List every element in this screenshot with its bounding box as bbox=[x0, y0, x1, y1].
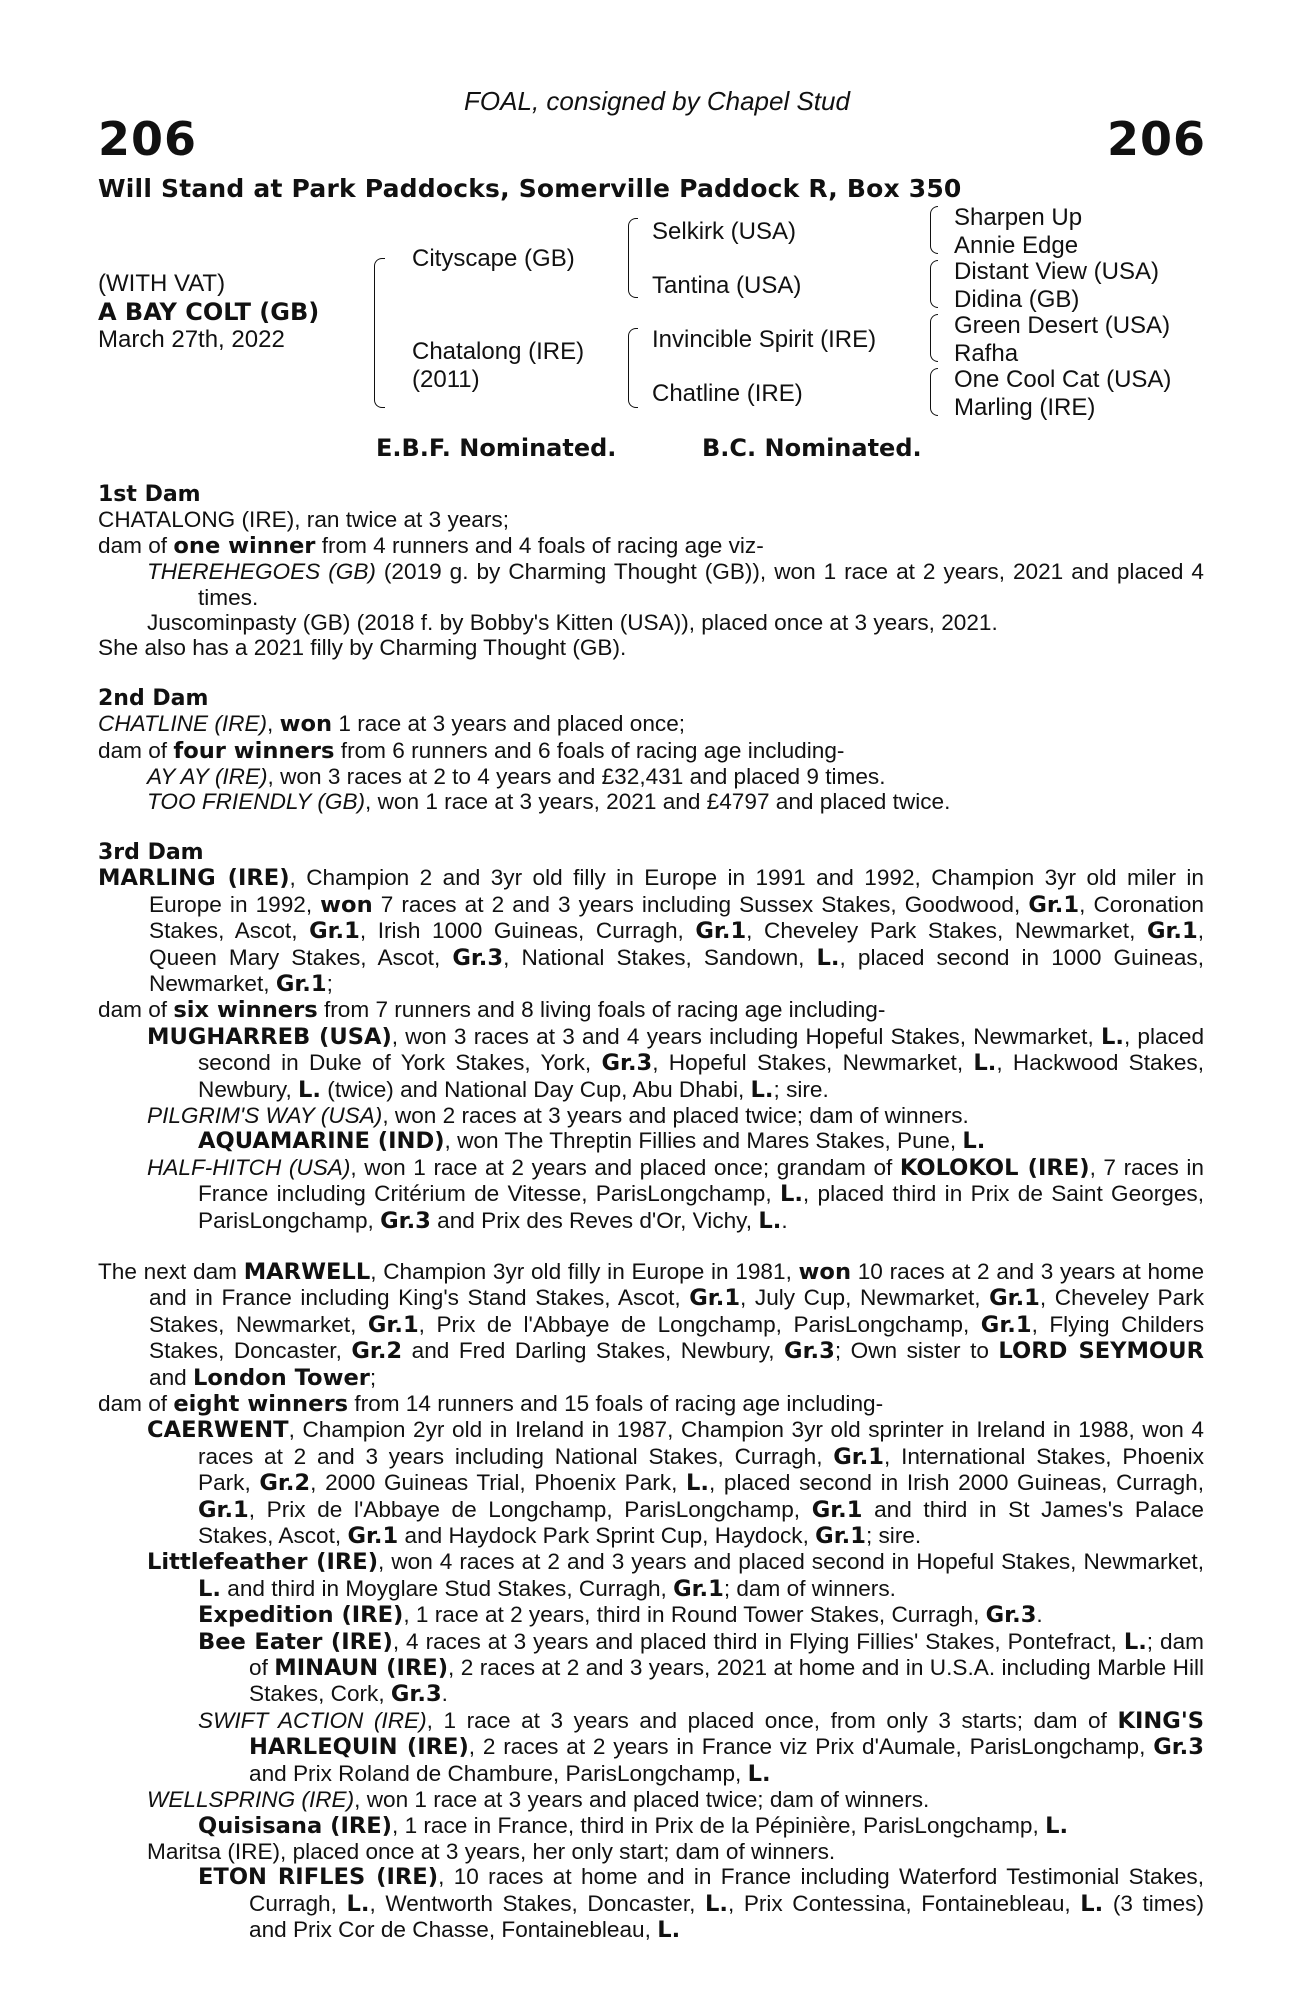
section-title: 2nd Dam bbox=[98, 685, 209, 711]
vat-label: (WITH VAT) bbox=[98, 270, 226, 297]
pedigree-line: PILGRIM'S WAY (USA), won 2 races at 3 years and placed twice; dam of winners. bbox=[147, 1102, 969, 1128]
pedigree-line: Quisisana (IRE), 1 race in France, third in Prix de la Pépinière, ParisLongchamp, L. bbox=[198, 1812, 1069, 1839]
pedigree-line: CHATLINE (IRE), won 1 race at 3 years and placed once; bbox=[98, 711, 686, 738]
brace-sire bbox=[628, 218, 638, 298]
dam-sire: Invincible Spirit (IRE) bbox=[652, 326, 877, 353]
section-gap bbox=[98, 1234, 1204, 1259]
ebf-nominated: E.B.F. Nominated. bbox=[376, 434, 617, 462]
dam-year: (2011) bbox=[412, 366, 480, 393]
pedigree-line: MUGHARREB (USA), won 3 races at 3 and 4 years including Hopeful Stakes, Newmarket, L., placed second in Duke of York Stakes, York, Gr.3, Hopeful Stakes, Newmarket, L., Hackwood Stakes, Newbury, L. (twice) and National Day Cup, Abu Dhabi, L.; sire. bbox=[147, 1023, 1205, 1103]
ped-sdd: Didina (GB) bbox=[954, 286, 1080, 313]
sire: Cityscape (GB) bbox=[412, 245, 575, 272]
section-title: 1st Dam bbox=[98, 482, 201, 507]
ped-sss: Sharpen Up bbox=[954, 204, 1083, 231]
ped-dds: One Cool Cat (USA) bbox=[954, 366, 1172, 393]
ped-ssd: Annie Edge bbox=[954, 232, 1079, 259]
section-gap bbox=[98, 815, 1204, 840]
horse-dob: March 27th, 2022 bbox=[98, 326, 285, 353]
pedigree-line: dam of one winner from 4 runners and 4 foals of racing age viz- bbox=[98, 532, 764, 559]
pedigree-line: She also has a 2021 filly by Charming Thought (GB). bbox=[98, 635, 627, 661]
brace-sd bbox=[930, 260, 938, 308]
pedigree-line: WELLSPRING (IRE), won 1 race at 3 years and placed twice; dam of winners. bbox=[147, 1787, 930, 1813]
pedigree-line: dam of six winners from 7 runners and 8 living foals of racing age including- bbox=[98, 997, 886, 1024]
pedigree-line: TOO FRIENDLY (GB), won 1 race at 3 years, 2021 and £4797 and placed twice. bbox=[147, 789, 951, 815]
stand-location: Will Stand at Park Paddocks, Somerville Paddock R, Box 350 bbox=[98, 174, 962, 203]
pedigree-line: The next dam MARWELL, Champion 3yr old filly in Europe in 1981, won 10 races at 2 and 3 years at home and in France including King's Stand Stakes, Ascot, Gr.1, July Cup, Newmarket, Gr.1, Cheveley Park Stakes, Newmarket, Gr.1, Prix de l'Abbaye de Longchamp, ParisLongchamp, Gr.1, Flying Childers Stakes, Doncaster, Gr.2 and Fred Darling Stakes, Newbury, Gr.3; Own sister to LORD SEYMOUR and London Tower; bbox=[98, 1258, 1205, 1391]
brace-dd bbox=[930, 368, 938, 416]
lot-number-right: 206 bbox=[1106, 112, 1206, 166]
pedigree-line: Juscominpasty (GB) (2018 f. by Bobby's Kitten (USA)), placed once at 3 years, 2021. bbox=[147, 610, 998, 636]
ped-dss: Green Desert (USA) bbox=[954, 312, 1171, 339]
pedigree-line: MARLING (IRE), Champion 2 and 3yr old filly in Europe in 1991 and 1992, Champion 3yr old miler in Europe in 1992, won 7 races at 2 and 3 years including Sussex Stakes, Goodwood, Gr.1, Coronation Stakes, Ascot, Gr.1, Irish 1000 Guineas, Curragh, Gr.1, Cheveley Park Stakes, Newmarket, Gr.1, Queen Mary Stakes, Ascot, Gr.3, National Stakes, Sandown, L., placed second in 1000 Guineas, Newmarket, Gr.1; bbox=[98, 865, 1204, 997]
pedigree-line: SWIFT ACTION (IRE), 1 race at 3 years and placed once, from only 3 starts; dam of KING'S HARLEQUIN (IRE), 2 races at 2 years in France viz Prix d'Aumale, ParisLongchamp, Gr.3 and Prix Roland de Chambure, ParisLongchamp, L. bbox=[198, 1707, 1205, 1787]
pedigree-line: Bee Eater (IRE), 4 races at 3 years and placed third in Flying Fillies' Stakes, Pontefract, L.; dam of MINAUN (IRE), 2 races at 2 and 3 years, 2021 at home and in U.S.A. including Marble Hill Stakes, Cork, Gr.3. bbox=[198, 1628, 1205, 1708]
consignor-line: FOAL, consigned by Chapel Stud bbox=[464, 86, 850, 116]
pedigree-line: Expedition (IRE), 1 race at 2 years, third in Round Tower Stakes, Curragh, Gr.3. bbox=[198, 1602, 1043, 1629]
pedigree-line: dam of four winners from 6 runners and 6 foals of racing age including- bbox=[98, 737, 845, 764]
pedigree-line: AQUAMARINE (IND), won The Threptin Fillies and Mares Stakes, Pune, L. bbox=[198, 1128, 986, 1155]
pedigree-line: CHATALONG (IRE), ran twice at 3 years; bbox=[98, 507, 509, 533]
pedigree-line: Maritsa (IRE), placed once at 3 years, her only start; dam of winners. bbox=[147, 1838, 836, 1864]
pedigree-line: HALF-HITCH (USA), won 1 race at 2 years and placed once; grandam of KOLOKOL (IRE), 7 races in France including Critérium de Vitesse, ParisLongchamp, L., placed third in Prix de Saint Georges, ParisLongchamp, Gr.3 and Prix des Reves d'Or, Vichy, L.. bbox=[147, 1154, 1204, 1234]
pedigree-line: dam of eight winners from 14 runners and 15 foals of racing age including- bbox=[98, 1391, 884, 1417]
horse-name: A BAY COLT (GB) bbox=[98, 298, 320, 326]
section-gap bbox=[98, 661, 1204, 686]
catalogue-body bbox=[98, 482, 1204, 1944]
dam-dam: Chatline (IRE) bbox=[652, 380, 803, 407]
ped-sds: Distant View (USA) bbox=[954, 258, 1159, 285]
brace-dam bbox=[628, 328, 638, 408]
pedigree-line: AY AY (IRE), won 3 races at 2 to 4 years and £32,431 and placed 9 times. bbox=[147, 764, 886, 790]
dam: Chatalong (IRE) bbox=[412, 338, 585, 365]
pedigree-line: Littlefeather (IRE), won 4 races at 2 and 3 years and placed second in Hopeful Stakes, Newmarket, L. and third in Moyglare Stud Stakes, Curragh, Gr.1; dam of winners. bbox=[147, 1549, 1204, 1602]
ped-ddd: Marling (IRE) bbox=[954, 394, 1096, 421]
ped-dsd: Rafha bbox=[954, 340, 1019, 367]
section-title: 3rd Dam bbox=[98, 839, 204, 865]
brace-ss bbox=[930, 206, 938, 254]
sire-dam: Tantina (USA) bbox=[652, 272, 802, 299]
sire-sire: Selkirk (USA) bbox=[652, 218, 797, 245]
brace-horse bbox=[374, 258, 385, 408]
lot-number-left: 206 bbox=[98, 112, 198, 166]
pedigree-line: CAERWENT, Champion 2yr old in Ireland in 1987, Champion 3yr old sprinter in Ireland in 1988, won 4 races at 2 and 3 years including National Stakes, Curragh, Gr.1, International Stakes, Phoenix Park, Gr.2, 2000 Guineas Trial, Phoenix Park, L., placed second in Irish 2000 Guineas, Curragh, Gr.1, Prix de l'Abbaye de Longchamp, ParisLongchamp, Gr.1 and third in St James's Palace Stakes, Ascot, Gr.1 and Haydock Park Sprint Cup, Haydock, Gr.1; sire. bbox=[147, 1417, 1205, 1550]
pedigree-line: THEREHEGOES (GB) (2019 g. by Charming Thought (GB)), won 1 race at 2 years, 2021 and placed 4 times. bbox=[147, 559, 1204, 610]
pedigree-line: ETON RIFLES (IRE), 10 races at home and in France including Waterford Testimonial Stakes, Curragh, L., Wentworth Stakes, Doncaster, L., Prix Contessina, Fontainebleau, L. (3 times) and Prix Cor de Chasse, Fontainebleau, L. bbox=[198, 1864, 1205, 1944]
bc-nominated: B.C. Nominated. bbox=[702, 434, 922, 462]
brace-ds bbox=[930, 314, 938, 362]
